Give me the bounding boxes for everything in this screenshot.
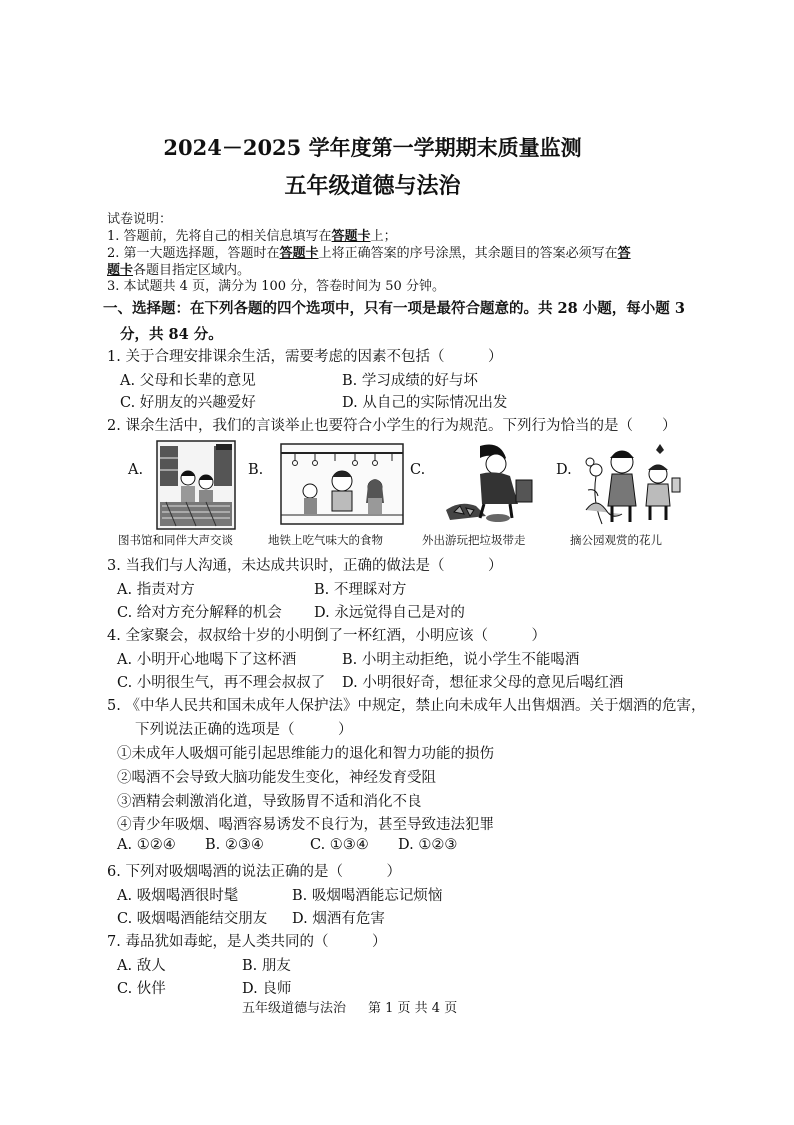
question-7-stem: 7. 毒品犹如毒蛇，是人类共同的（ ） bbox=[107, 934, 387, 950]
question-6-option-a: A. 吸烟喝酒很时髦 bbox=[117, 888, 239, 904]
page-number: 第 1 页 共 4 页 bbox=[368, 1001, 458, 1016]
question-7-option-d: D. 良师 bbox=[242, 981, 292, 997]
answer-card-term: 答题卡 bbox=[331, 229, 371, 244]
answer-card-term: 答题卡 bbox=[279, 246, 319, 261]
question-2-caption-a: 图书馆和同伴大声交谈 bbox=[118, 533, 233, 547]
question-5-option-a: A. ①②④ bbox=[117, 837, 176, 853]
question-2-label-c: C. bbox=[410, 462, 426, 478]
question-1-option-b: B. 学习成绩的好与坏 bbox=[342, 373, 478, 389]
instructions-heading: 试卷说明： bbox=[107, 212, 173, 227]
question-5-option-b: B. ②③④ bbox=[205, 837, 264, 853]
section-heading: 一、选择题：在下列各题的四个选项中，只有一项是最符合题意的。共 28 小题，每小题 3 bbox=[103, 300, 685, 317]
question-6-option-c: C. 吸烟喝酒能结交朋友 bbox=[117, 911, 268, 927]
question-5-statement-4: ④青少年吸烟、喝酒容易诱发不良行为，甚至导致违法犯罪 bbox=[117, 817, 494, 833]
question-2-stem: 2. 课余生活中，我们的言谈举止也要符合小学生的行为规范。下列行为恰当的是（ ） bbox=[107, 418, 677, 434]
taking-trash-away-illustration bbox=[440, 440, 540, 526]
question-3-stem: 3. 当我们与人沟通，未达成共识时，正确的做法是（ ） bbox=[107, 558, 503, 574]
question-6-option-d: D. 烟酒有危害 bbox=[292, 911, 385, 927]
question-7-option-a: A. 敌人 bbox=[117, 958, 166, 974]
answer-card-term: 题卡 bbox=[107, 263, 134, 278]
question-3-option-c: C. 给对方充分解释的机会 bbox=[117, 605, 282, 621]
question-5-statement-3: ③酒精会刺激消化道，导致肠胃不适和消化不良 bbox=[117, 794, 422, 810]
subway-eating-illustration bbox=[280, 443, 404, 525]
question-5-option-c: C. ①③④ bbox=[310, 837, 369, 853]
question-6-option-b: B. 吸烟喝酒能忘记烦恼 bbox=[292, 888, 443, 904]
question-5-statement-2: ②喝酒不会导致大脑功能发生变化，神经发育受阻 bbox=[117, 770, 436, 786]
instruction-line-1: 1. 答题前，先将自己的相关信息填写在答题卡上； bbox=[107, 229, 397, 244]
question-5-statement-1: ①未成年人吸烟可能引起思维能力的退化和智力功能的损伤 bbox=[117, 746, 494, 762]
footer-subject: 五年级道德与法治 bbox=[242, 1001, 347, 1016]
question-4-stem: 4. 全家聚会，叔叔给十岁的小明倒了一杯红酒，小明应该（ ） bbox=[107, 628, 546, 644]
question-6-stem: 6. 下列对吸烟喝酒的说法正确的是（ ） bbox=[107, 864, 401, 880]
question-5-option-d: D. ①②③ bbox=[398, 837, 458, 853]
question-3-option-a: A. 指责对方 bbox=[117, 582, 195, 598]
question-2-caption-b: 地铁上吃气味大的食物 bbox=[268, 533, 383, 547]
question-1-stem: 1. 关于合理安排课余生活，需要考虑的因素不包括（ ） bbox=[107, 349, 503, 365]
question-3-option-d: D. 永远觉得自己是对的 bbox=[314, 605, 465, 621]
question-2-label-a: A. bbox=[128, 462, 144, 478]
question-4-option-c: C. 小明很生气，再不理会叔叔了 bbox=[117, 675, 326, 691]
question-4-option-b: B. 小明主动拒绝，说小学生不能喝酒 bbox=[342, 652, 580, 668]
instruction-line-2: 2. 第一大题选择题，答题时在答题卡上将正确答案的序号涂黑，其余题目的答案必须写在答 bbox=[107, 246, 631, 261]
question-2-label-d: D. bbox=[556, 462, 572, 478]
question-1-option-d: D. 从自己的实际情况出发 bbox=[342, 395, 508, 411]
question-1-option-a: A. 父母和长辈的意见 bbox=[120, 373, 256, 389]
question-2-caption-c: 外出游玩把垃圾带走 bbox=[422, 533, 526, 547]
instruction-line-4: 3. 本试题共 4 页，满分为 100 分，答卷时间为 50 分钟。 bbox=[107, 279, 445, 294]
section-heading-cont: 分，共 84 分。 bbox=[120, 326, 223, 343]
question-2-caption-d: 摘公园观赏的花儿 bbox=[570, 533, 662, 547]
question-2-label-b: B. bbox=[248, 462, 264, 478]
question-4-option-d: D. 小明很好奇，想征求父母的意见后喝红酒 bbox=[342, 675, 624, 691]
question-3-option-b: B. 不理睬对方 bbox=[314, 582, 407, 598]
exam-subtitle: 五年级道德与法治 bbox=[284, 173, 461, 199]
question-5-stem: 5. 《中华人民共和国未成年人保护法》中规定，禁止向未成年人出售烟酒。关于烟酒的危害， bbox=[107, 698, 706, 714]
exam-title: 2024－2025 学年度第一学期期末质量监测 bbox=[163, 135, 582, 160]
question-5-stem-cont: 下列说法正确的选项是（ ） bbox=[135, 722, 353, 738]
library-talking-illustration bbox=[156, 440, 236, 530]
question-4-option-a: A. 小明开心地喝下了这杯酒 bbox=[117, 652, 297, 668]
picking-flowers-illustration bbox=[582, 440, 682, 526]
instruction-line-3: 题卡各题目指定区域内。 bbox=[107, 263, 251, 278]
question-7-option-b: B. 朋友 bbox=[242, 958, 291, 974]
question-1-option-c: C. 好朋友的兴趣爱好 bbox=[120, 395, 256, 411]
question-7-option-c: C. 伙伴 bbox=[117, 981, 166, 997]
